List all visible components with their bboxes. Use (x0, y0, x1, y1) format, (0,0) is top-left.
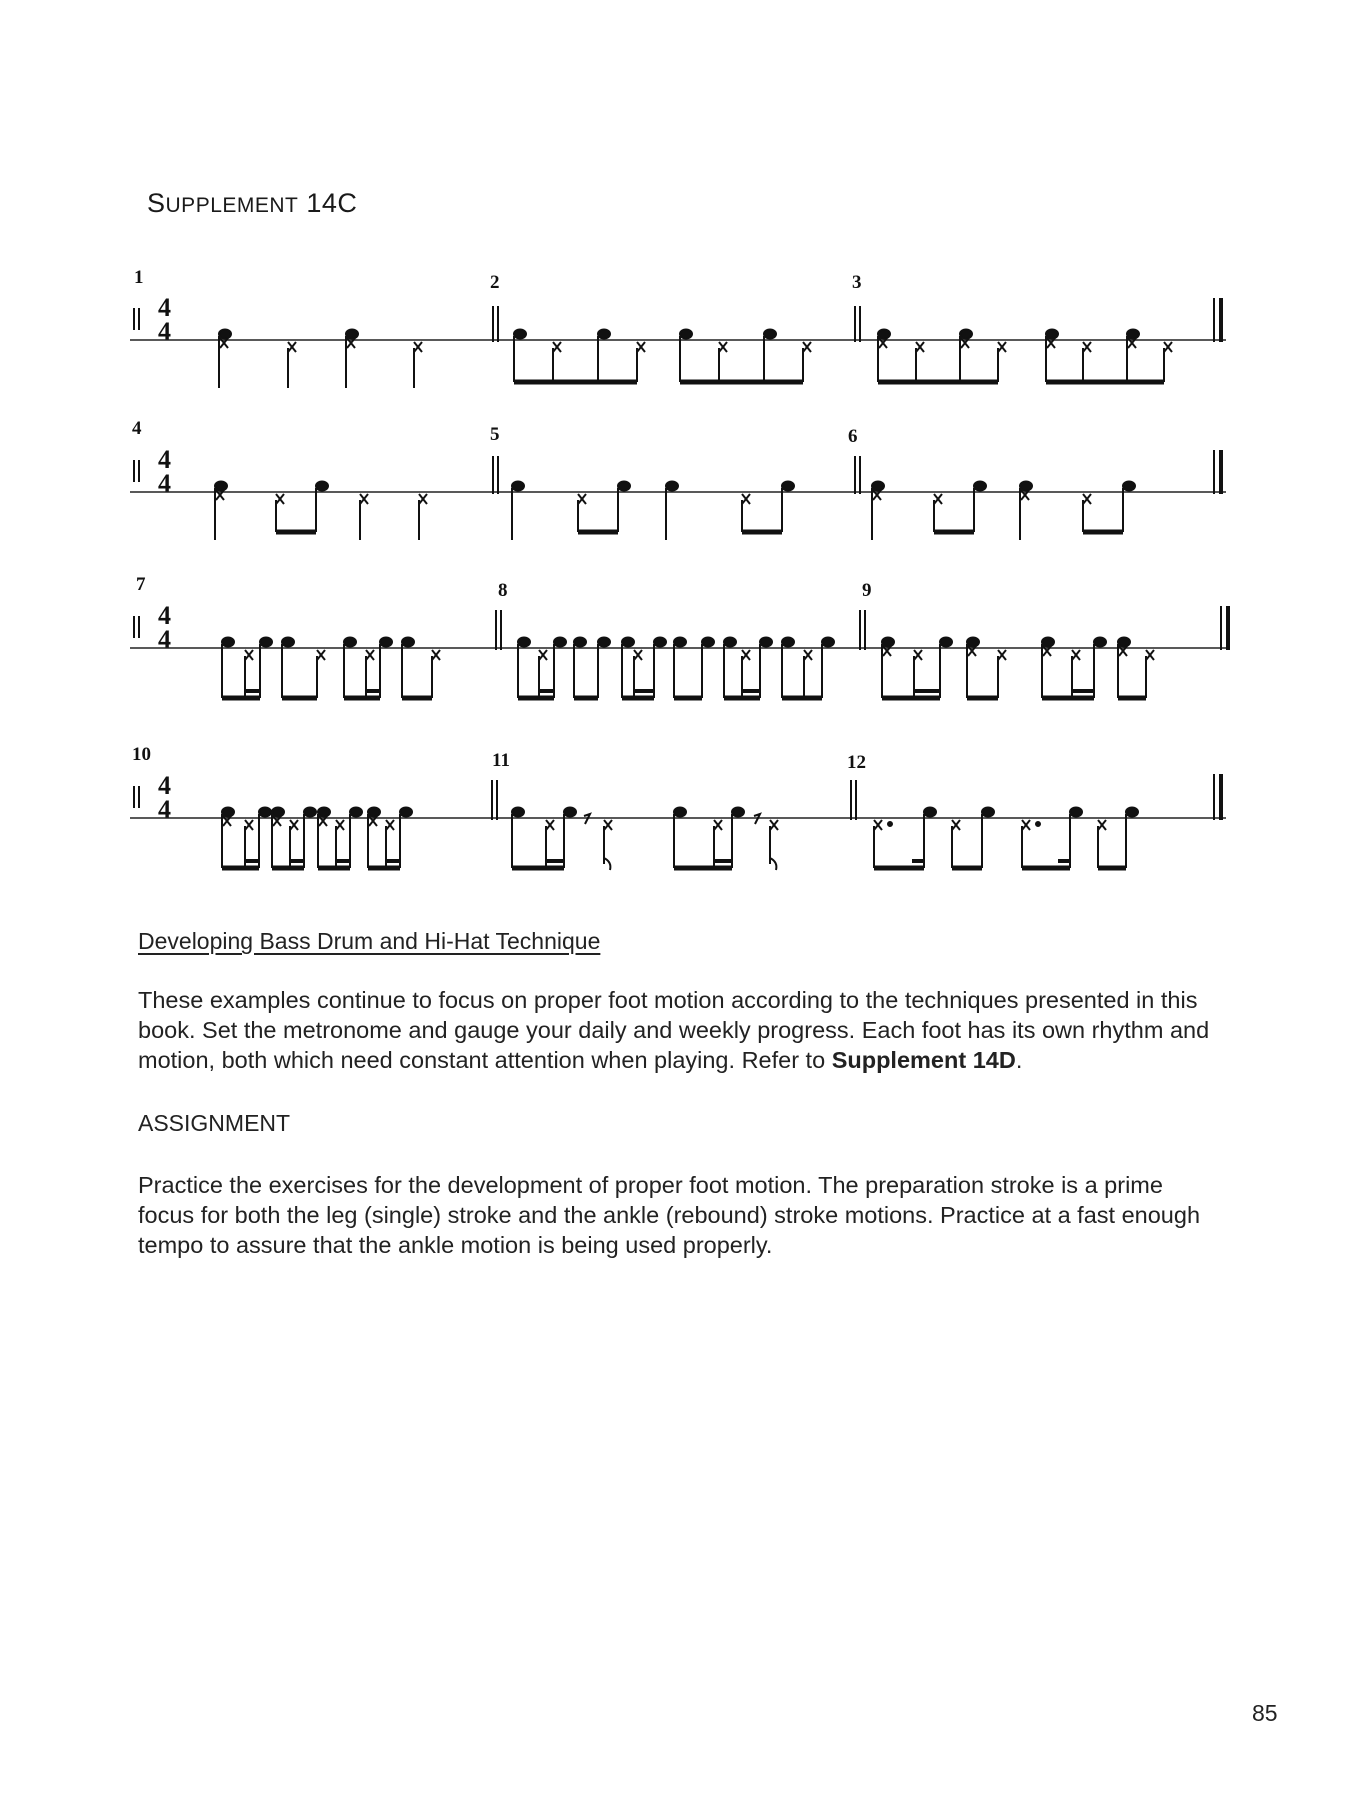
measure-number: 4 (132, 418, 142, 439)
assignment-paragraph: Practice the exercises for the development of proper foot motion. The preparation stroke is a prime focus for both the leg (single) stroke and the ankle (rebound) stroke motions. Practice at a fast enough tempo to assure that the ankle motion is being used properly. (138, 1172, 1201, 1258)
measure-number: 1 (134, 267, 144, 288)
notes (222, 638, 1154, 699)
time-signature (134, 293, 171, 346)
time-signature (134, 771, 171, 824)
svg-text:4: 4 (158, 317, 171, 346)
notation-row-2 (128, 408, 1228, 568)
staff-svg (128, 564, 1228, 724)
measure-number: 10 (132, 744, 151, 765)
measure-number: 7 (136, 574, 146, 595)
measure-number: 5 (490, 424, 500, 445)
notes (222, 808, 1138, 871)
measure-number: 8 (498, 580, 508, 601)
svg-text:4: 4 (158, 601, 171, 630)
notes (219, 330, 1172, 389)
measure-number: 9 (862, 580, 872, 601)
assignment-label: ASSIGNMENT (138, 1110, 291, 1136)
notation-row-3 (128, 564, 1228, 724)
svg-text:4: 4 (158, 445, 171, 474)
measure-number: 12 (847, 752, 866, 773)
svg-text:4: 4 (158, 469, 171, 498)
svg-text:4: 4 (158, 795, 171, 824)
staff-svg (128, 408, 1228, 568)
supplement-heading: SUPPLEMENT 14C (147, 188, 358, 218)
svg-text:4: 4 (158, 771, 171, 800)
page-number: 85 (1252, 1700, 1278, 1726)
time-signature (134, 601, 171, 654)
measure-number: 6 (848, 426, 858, 447)
time-signature (134, 445, 171, 498)
notation-row-1 (128, 258, 1228, 418)
barlines (493, 450, 1221, 494)
svg-text:4: 4 (158, 293, 171, 322)
barlines (492, 774, 1221, 820)
measure-number: 2 (490, 272, 500, 293)
section-title: Developing Bass Drum and Hi-Hat Technique (138, 928, 601, 954)
staff-svg (128, 734, 1228, 894)
svg-text:4: 4 (158, 625, 171, 654)
staff-svg (128, 258, 1228, 418)
intro-paragraph: These examples continue to focus on proper foot motion according to the techniques presented in this book. Set the metronome and gauge your daily and weekly progress. Each foot has its own rhythm and motion, both which need constant attention when playing. Refer to Supplement 14D. (138, 987, 1210, 1073)
measure-number: 3 (852, 272, 862, 293)
measure-number: 11 (492, 750, 510, 771)
notes (215, 482, 1135, 541)
supplement-reference: Supplement 14D (831, 1047, 1016, 1073)
notation-row-4 (128, 734, 1228, 894)
